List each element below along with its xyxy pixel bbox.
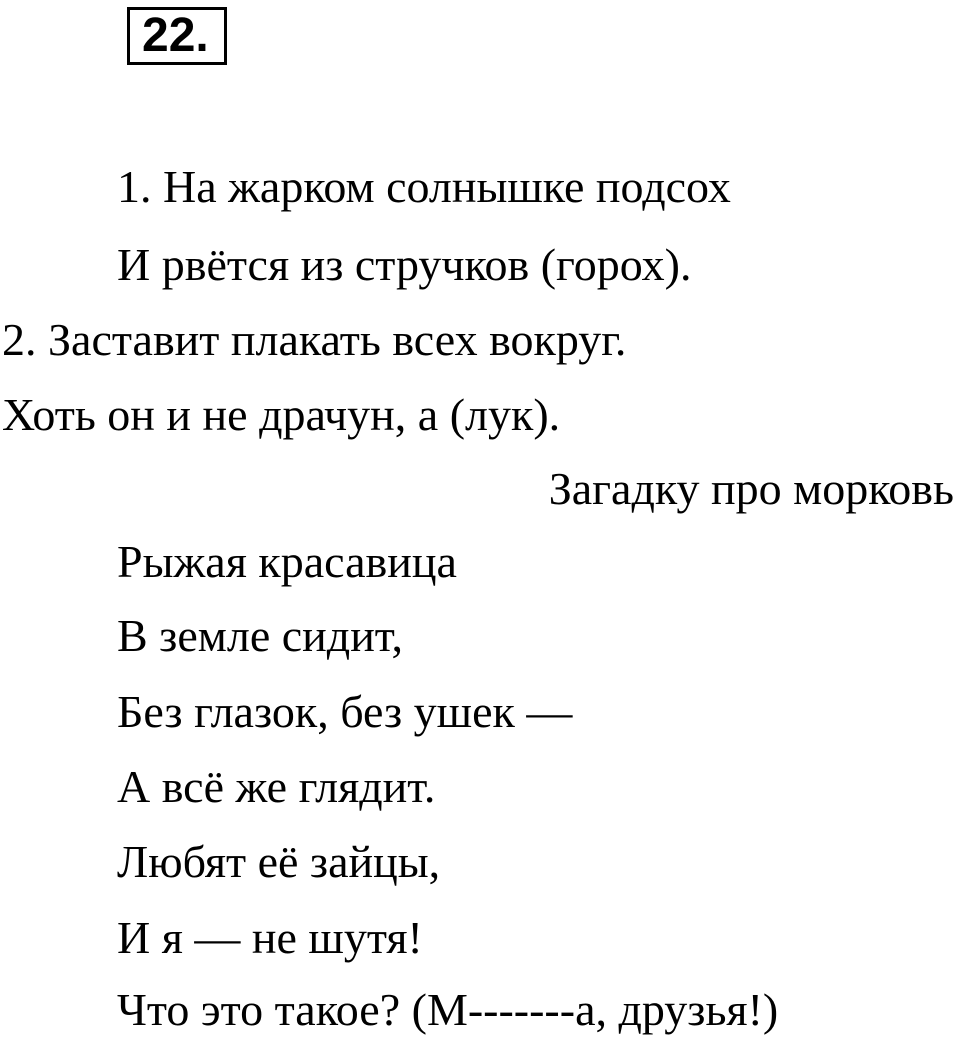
poem-line-6: И я — не шутя! — [117, 912, 423, 963]
riddle-1-line-1: 1. На жарком солнышке подсох — [117, 161, 731, 212]
poem-line-4: А всё же глядит. — [117, 761, 436, 812]
poem-line-1: Рыжая красавица — [117, 536, 457, 587]
riddle-2-line-1: 2. Заставит плакать всех вокруг. — [2, 314, 627, 365]
poem-line-7: Что это такое? (М-------а, друзья!) — [117, 984, 779, 1035]
poem-line-5: Любят её зайцы, — [117, 836, 441, 887]
riddle-2-line-2: Хоть он и не драчун, а (лук). — [2, 389, 561, 440]
section-heading: Загадку про морковь — [548, 463, 954, 514]
poem-line-2: В земле сидит, — [117, 610, 403, 661]
task-number-badge: 22. — [127, 7, 227, 65]
riddle-1-line-2: И рвётся из стручков (горох). — [117, 239, 692, 290]
poem-line-3: Без глазок, без ушек — — [117, 686, 573, 737]
